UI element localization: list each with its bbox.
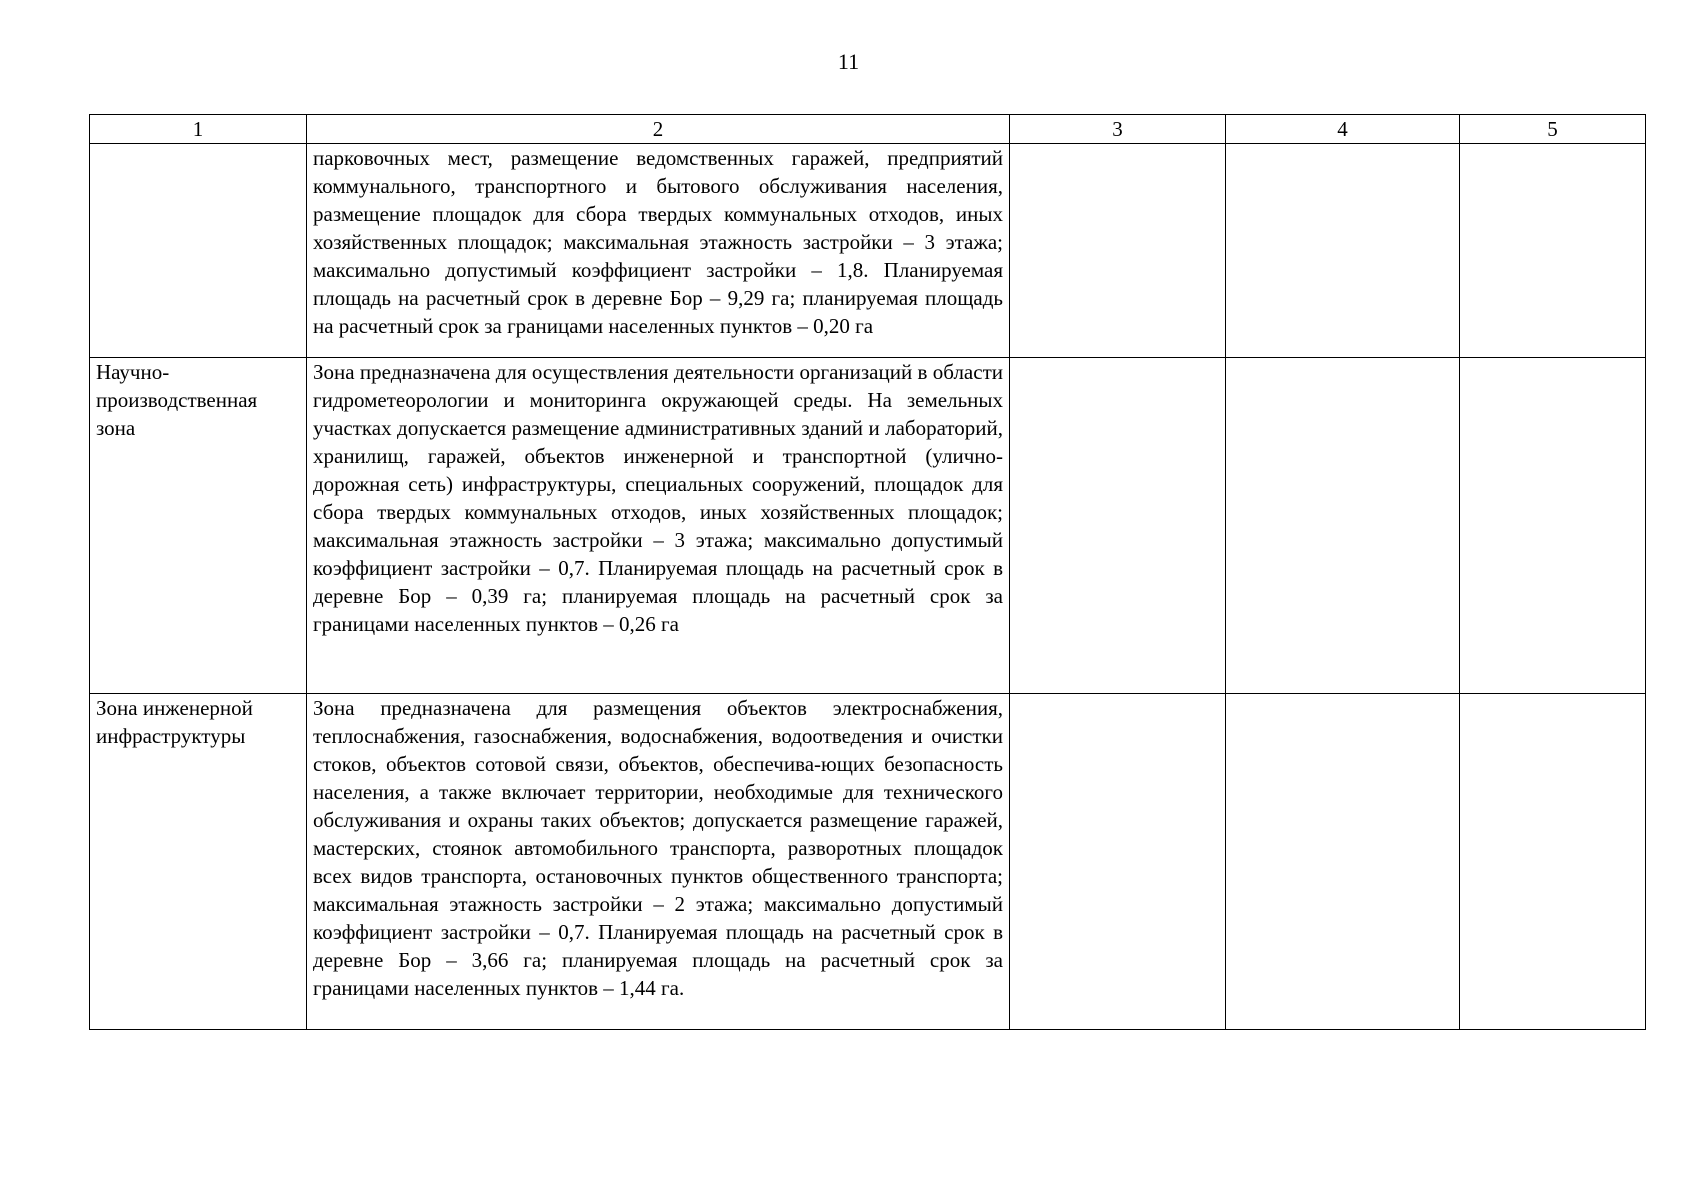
header-col-3: 3 <box>1010 115 1226 144</box>
zone-description-cell: Зона предназначена для осуществления деятельности организаций в области гидрометеорологии и мониторинга окружающей среды. На земельных участках допускается размещение административных зданий и лабораторий, хранилищ, гаражей, объектов инженерной и транспортной (улично-дорожная сеть) инфраструктуры, специальных сооружений, площадок для сбора твердых коммунальных отходов, иных хозяйственных площадок; максимальная этажность застройки – 3 этажа; максимально допустимый коэффициент застройки – 0,7. Планируемая площадь на расчетный срок в деревне Бор – 0,39 га; планируемая площадь на расчетный срок за границами населенных пунктов – 0,26 га <box>307 358 1010 694</box>
zone-description-cell: парковочных мест, размещение ведомственных гаражей, предприятий коммунального, транспортного и бытового обслуживания населения, размещение площадок для сбора твердых коммунальных отходов, иных хозяйственных площадок; максимальная этажность застройки – 3 этажа; максимально допустимый коэффициент застройки – 1,8. Планируемая площадь на расчетный срок в деревне Бор – 9,29 га; планируемая площадь на расчетный срок за границами населенных пунктов – 0,20 га <box>307 144 1010 358</box>
col-5-cell <box>1460 144 1646 358</box>
header-col-1: 1 <box>90 115 307 144</box>
col-3-cell <box>1010 358 1226 694</box>
zone-description-cell: Зона предназначена для размещения объектов электроснабжения, теплоснабжения, газоснабжения, водоснабжения, водоотведения и очистки стоков, объектов сотовой связи, объектов, обеспечива-ющих безопасность населения, а также включает территории, необходимые для технического обслуживания и охраны таких объектов; допускается размещение гаражей, мастерских, стоянок автомобильного транспорта, разворотных площадок всех видов транспорта, остановочных пунктов общественного транспорта; максимальная этажность застройки – 2 этажа; максимально допустимый коэффициент застройки – 0,7. Планируемая площадь на расчетный срок в деревне Бор – 3,66 га; планируемая площадь на расчетный срок за границами населенных пунктов – 1,44 га. <box>307 694 1010 1030</box>
table-header-row <box>90 115 1646 144</box>
col-4-cell <box>1226 358 1460 694</box>
zone-name-cell: Научно-производственная зона <box>90 358 307 694</box>
zone-name-cell: Зона инженерной инфраструктуры <box>90 694 307 1030</box>
zone-name-cell <box>90 144 307 358</box>
table-row <box>90 694 1646 1030</box>
page-number: 11 <box>837 49 860 74</box>
col-4-cell <box>1226 694 1460 1030</box>
col-3-cell <box>1010 694 1226 1030</box>
header-col-4: 4 <box>1226 115 1460 144</box>
col-5-cell <box>1460 358 1646 694</box>
header-col-2: 2 <box>307 115 1010 144</box>
zones-table <box>89 114 1646 1030</box>
header-col-5: 5 <box>1460 115 1646 144</box>
table-row <box>90 358 1646 694</box>
col-5-cell <box>1460 694 1646 1030</box>
col-4-cell <box>1226 144 1460 358</box>
col-3-cell <box>1010 144 1226 358</box>
table-row <box>90 144 1646 358</box>
